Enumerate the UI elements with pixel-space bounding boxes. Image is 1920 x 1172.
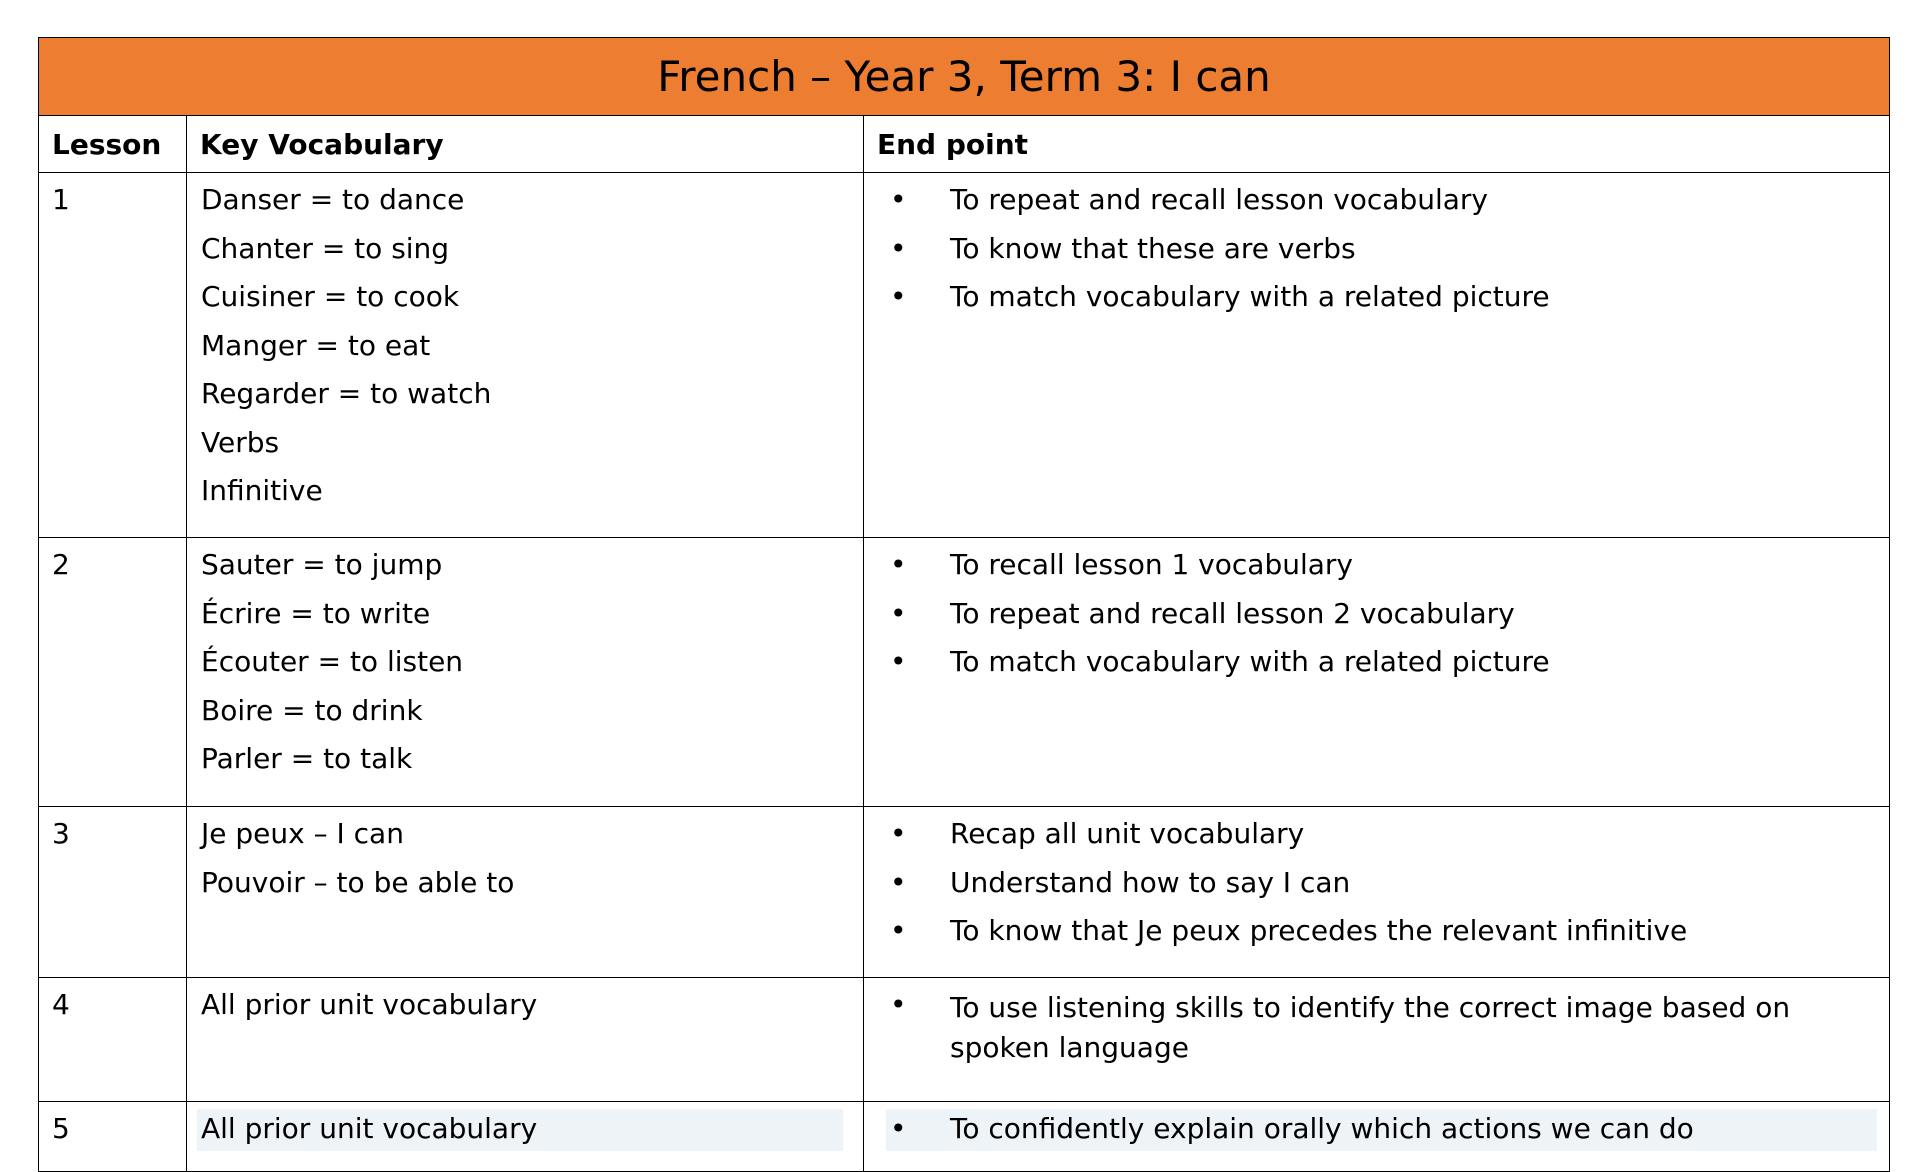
table-row-lesson-5: [39, 1102, 1890, 1172]
bullet-icon: •: [890, 548, 907, 581]
vocab-cell: [187, 1102, 864, 1172]
end-point-text: To know that Je peux precedes the relevant infinitive: [950, 914, 1688, 947]
title-row: [39, 38, 1890, 116]
end-point-cell: [864, 807, 1890, 978]
lesson-number: 4: [39, 978, 187, 1102]
bullet-icon: •: [890, 596, 907, 630]
table-row-lesson-3: [39, 807, 1890, 978]
bullet-icon: •: [890, 914, 907, 947]
table-row-lesson-4: [39, 978, 1890, 1102]
end-point-cell: [864, 173, 1890, 538]
vocab-item: Infinitive: [201, 474, 323, 507]
end-point-item: [890, 597, 1879, 646]
end-point-item: [890, 988, 1879, 1068]
lesson-number: 3: [39, 807, 187, 978]
header-key-vocabulary: Key Vocabulary: [187, 116, 864, 173]
end-point-item: [890, 866, 1879, 915]
end-point-text: To recall lesson 1 vocabulary: [950, 548, 1353, 581]
vocab-cell: [187, 807, 864, 978]
vocab-item: Boire = to drink: [201, 693, 423, 727]
header-end-point: End point: [864, 116, 1890, 173]
vocab-item: Écouter = to listen: [201, 645, 464, 678]
vocab-item: Je peux – I can: [201, 817, 404, 850]
vocab-item: Pouvoir – to be able to: [201, 865, 515, 899]
vocab-cell: [187, 538, 864, 807]
bullet-icon: •: [890, 280, 907, 313]
bullet-icon: •: [890, 231, 907, 265]
end-point-item: [890, 548, 1879, 597]
document-title: French – Year 3, Term 3: I can: [39, 38, 1890, 116]
bullet-icon: •: [890, 988, 907, 1021]
bullet-icon: •: [890, 1112, 907, 1145]
bullet-icon: •: [890, 865, 907, 899]
end-point-text: To know that these are verbs: [950, 231, 1356, 265]
end-point-item: [886, 1109, 1877, 1151]
lesson-plan-table: [38, 37, 1890, 1172]
end-point-text: To use listening skills to identify the correct image based on spoken language: [950, 991, 1791, 1064]
end-point-cell: [864, 978, 1890, 1102]
bullet-icon: •: [890, 645, 907, 678]
end-point-item: [890, 183, 1879, 232]
end-point-text: To repeat and recall lesson vocabulary: [950, 183, 1489, 216]
end-point-text: To match vocabulary with a related picture: [950, 280, 1550, 313]
end-point-text: Understand how to say I can: [950, 865, 1351, 899]
vocab-item: Verbs: [201, 425, 280, 459]
vocab-item: Sauter = to jump: [201, 548, 443, 581]
end-point-text: To confidently explain orally which actions we can do: [950, 1112, 1694, 1145]
lesson-number: 5: [39, 1102, 187, 1172]
end-point-item: [890, 914, 1879, 963]
end-point-text: To match vocabulary with a related picture: [950, 645, 1550, 678]
end-point-item: [890, 280, 1879, 329]
bullet-icon: •: [890, 817, 907, 850]
header-row: [39, 116, 1890, 173]
lesson-number: 1: [39, 173, 187, 538]
end-point-cell: [864, 1102, 1890, 1172]
header-lesson: Lesson: [39, 116, 187, 173]
table-row-lesson-1: [39, 173, 1890, 538]
vocab-item: All prior unit vocabulary: [201, 988, 538, 1021]
end-point-text: Recap all unit vocabulary: [950, 817, 1305, 850]
vocab-item: Danser = to dance: [201, 183, 465, 216]
vocab-cell: [187, 173, 864, 538]
lesson-number: 2: [39, 538, 187, 807]
vocab-item: Chanter = to sing: [201, 231, 450, 265]
bullet-icon: •: [890, 183, 907, 216]
table-row-lesson-2: [39, 538, 1890, 807]
vocab-item: Regarder = to watch: [201, 377, 492, 410]
vocab-item: Écrire = to write: [201, 596, 431, 630]
vocab-item: Manger = to eat: [201, 328, 431, 362]
end-point-cell: [864, 538, 1890, 807]
vocab-cell: [187, 978, 864, 1102]
end-point-item: [890, 817, 1879, 866]
end-point-item: [890, 232, 1879, 281]
vocab-item: All prior unit vocabulary: [197, 1109, 843, 1151]
vocab-item: Cuisiner = to cook: [201, 280, 460, 313]
vocab-item: Parler = to talk: [201, 742, 413, 775]
end-point-item: [890, 645, 1879, 694]
end-point-text: To repeat and recall lesson 2 vocabulary: [950, 596, 1515, 630]
